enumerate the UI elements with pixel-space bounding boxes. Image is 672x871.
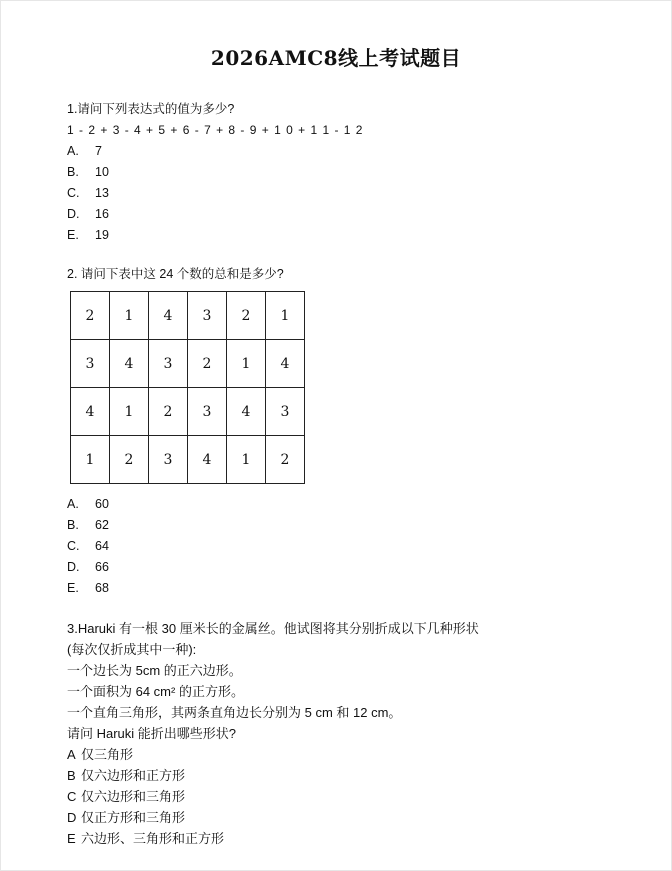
table-cell: 1: [266, 292, 305, 340]
question-2-text: 2. 请问下表中这 24 个数的总和是多少?: [67, 267, 284, 281]
table-cell: 4: [188, 436, 227, 484]
option-2-a: A. 60: [67, 497, 109, 511]
option-2-d: D. 66: [67, 560, 109, 574]
option-3-a: A 仅三角形: [67, 747, 134, 762]
table-cell: 3: [71, 340, 110, 388]
table-row: [71, 340, 305, 388]
option-3-b: B 仅六边形和正方形: [67, 768, 186, 783]
question-3-line: 请问 Haruki 能折出哪些形状?: [67, 726, 237, 741]
question-2-options: [67, 494, 109, 599]
table-row: [71, 292, 305, 340]
table-cell: 3: [149, 436, 188, 484]
question-3-line: 3.Haruki 有一根 30 厘米长的金属丝。他试图将其分别折成以下几种形状: [67, 621, 479, 636]
question-3: [67, 618, 479, 849]
table-row: [71, 436, 305, 484]
table-cell: 3: [149, 340, 188, 388]
question-3-line: (每次仅折成其中一种):: [67, 642, 197, 657]
table-row: [71, 388, 305, 436]
table-cell: 2: [71, 292, 110, 340]
table-cell: 3: [266, 388, 305, 436]
question-3-line: 一个面积为 64 cm² 的正方形。: [67, 684, 244, 699]
table-cell: 1: [227, 436, 266, 484]
option-2-e: E. 68: [67, 581, 109, 595]
table-cell: 2: [149, 388, 188, 436]
number-table: [70, 291, 305, 484]
table-cell: 2: [266, 436, 305, 484]
table-cell: 1: [227, 340, 266, 388]
table-cell: 3: [188, 388, 227, 436]
table-cell: 3: [188, 292, 227, 340]
table-cell: 2: [227, 292, 266, 340]
table-cell: 2: [188, 340, 227, 388]
table-cell: 1: [110, 292, 149, 340]
table-cell: 4: [266, 340, 305, 388]
table-cell: 1: [71, 436, 110, 484]
table-cell: 4: [149, 292, 188, 340]
option-3-d: D 仅正方形和三角形: [67, 810, 186, 825]
option-2-c: C. 64: [67, 539, 109, 553]
table-cell: 1: [110, 388, 149, 436]
table-cell: 2: [110, 436, 149, 484]
question-1-expression: 1 - 2 + 3 - 4 + 5 + 6 - 7 + 8 - 9 + 1 0 + 1 1 - 1 2: [67, 123, 364, 137]
page-title: 2026AMC8线上考试题目: [210, 46, 462, 70]
table-cell: 4: [227, 388, 266, 436]
question-1-text: 1.请问下列表达式的值为多少?: [67, 102, 235, 116]
option-1-e: E. 19: [67, 228, 109, 242]
option-1-b: B. 10: [67, 165, 109, 179]
option-3-c: C 仅六边形和三角形: [67, 789, 186, 804]
table-cell: 4: [71, 388, 110, 436]
question-3-line: 一个边长为 5cm 的正六边形。: [67, 663, 242, 678]
question-3-line: 一个直角三角形，其两条直角边长分别为 5 cm 和 12 cm。: [67, 705, 402, 720]
option-1-a: A. 7: [67, 144, 102, 158]
question-2: [67, 264, 284, 285]
option-1-d: D. 16: [67, 207, 109, 221]
option-1-c: C. 13: [67, 186, 109, 200]
table-cell: 4: [110, 340, 149, 388]
option-2-b: B. 62: [67, 518, 109, 532]
option-3-e: E 六边形、三角形和正方形: [67, 831, 225, 846]
question-1: [67, 99, 363, 246]
